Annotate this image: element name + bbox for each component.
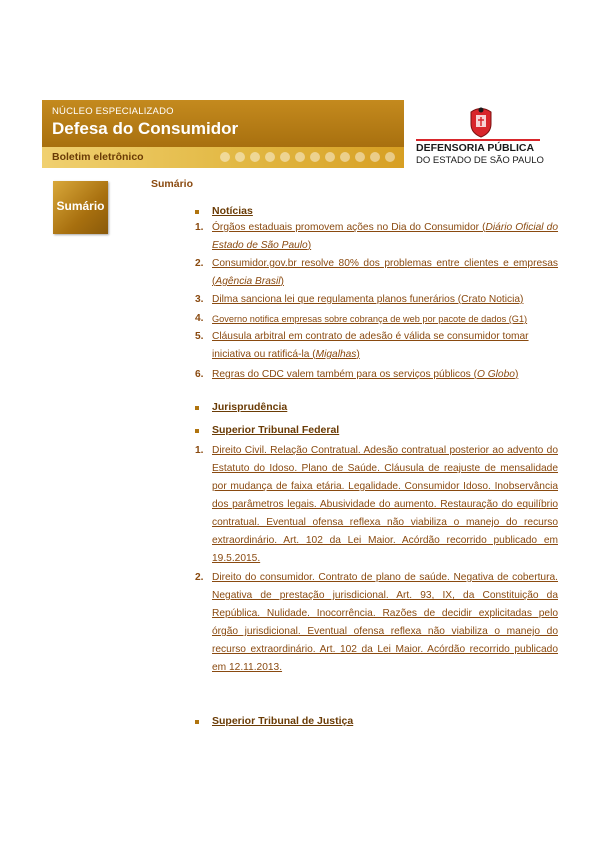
decorative-dots (220, 152, 395, 162)
logo-name: DEFENSORIA PÚBLICA (416, 142, 535, 154)
item-number: 2. (195, 258, 204, 269)
news-link[interactable]: Cláusula arbitral em contrato de adesão é válida se consumidor tomar iniciativa ou ratificá-la (Migalhas) (212, 331, 529, 360)
news-item (195, 310, 559, 328)
stf-link[interactable]: Direito Civil. Relação Contratual. Adesão contratual posterior ao advento do Estatuto do Idoso. Plano de Saúde. Cláusula de reajuste de mensalidade por mudança de faixa etária. Legalidade. Consumidor Idoso. Inobservância dos parâmetros legais. Abusividade do aumento. Restauração do equilíbrio contratual. Eventual ofensa reflexa não viabiliza o manejo do recurso extraordinário. Art. 102 da Lei Maior. Acórdão recorrido publicado em 19.5.2015. (212, 445, 558, 564)
defensoria-logo (416, 106, 551, 166)
section-noticias-link[interactable]: Notícias (212, 205, 253, 217)
stf-item (195, 569, 559, 679)
item-number: 3. (195, 294, 204, 305)
news-item (195, 291, 559, 309)
logo-subtitle: DO ESTADO DE SÃO PAULO (416, 155, 544, 166)
news-item (195, 366, 559, 384)
stf-item (195, 442, 559, 570)
news-link[interactable]: Órgãos estaduais promovem ações no Dia do Consumidor (Diário Oficial do Estado de São Paulo) (212, 222, 559, 251)
bulletin-label: Boletim eletrônico (52, 151, 144, 163)
item-number: 1. (195, 222, 204, 233)
bullet-icon (195, 720, 199, 724)
item-number: 4. (195, 313, 204, 324)
news-link[interactable]: Consumidor.gov.br resolve 80% dos problemas entre clientes e empresas (Agência Brasil) (212, 258, 558, 287)
news-link[interactable]: Regras do CDC valem também para os serviços públicos (O Globo) (212, 369, 519, 380)
coat-of-arms-icon (467, 106, 495, 138)
news-link[interactable]: Governo notifica empresas sobre cobrança de web por pacote de dados (G1) (212, 314, 528, 324)
item-number: 1. (195, 445, 204, 456)
bullet-icon (195, 210, 199, 214)
header-top-label: NÚCLEO ESPECIALIZADO (52, 106, 174, 117)
section-jurisprudencia-link[interactable]: Jurisprudência (212, 401, 288, 413)
header-title: Defesa do Consumidor (52, 119, 239, 138)
logo-rule (416, 139, 540, 141)
bullet-icon (195, 429, 199, 433)
header-banner (42, 100, 404, 147)
summary-box (53, 181, 108, 234)
news-item (195, 255, 559, 291)
bulletin-bar (42, 147, 404, 168)
news-item (195, 219, 559, 255)
bullet-icon (195, 406, 199, 410)
section-stj-link[interactable]: Superior Tribunal de Justiça (212, 715, 354, 727)
item-number: 2. (195, 572, 204, 583)
item-number: 6. (195, 369, 204, 380)
summary-box-label: Sumário (56, 199, 105, 213)
section-stf-link[interactable]: Superior Tribunal Federal (212, 424, 340, 436)
stf-link[interactable]: Direito do consumidor. Contrato de plano de saúde. Negativa de cobertura. Negativa de prestação jurisdicional. Art. 93, IX, da Constituição da República. Nulidade. Inocorrência. Razões de decidir explicitadas pelo órgão jurisdicional. Eventual ofensa reflexa não viabiliza o manejo do recurso extraordinário. Art. 102 da Lei Maior. Acórdão recorrido publicado em 12.11.2013. (212, 572, 558, 673)
news-link[interactable]: Dilma sanciona lei que regulamenta planos funerários (Crato Noticia) (212, 294, 524, 305)
summary-heading: Sumário (151, 178, 194, 190)
news-item (195, 328, 559, 364)
item-number: 5. (195, 331, 204, 342)
